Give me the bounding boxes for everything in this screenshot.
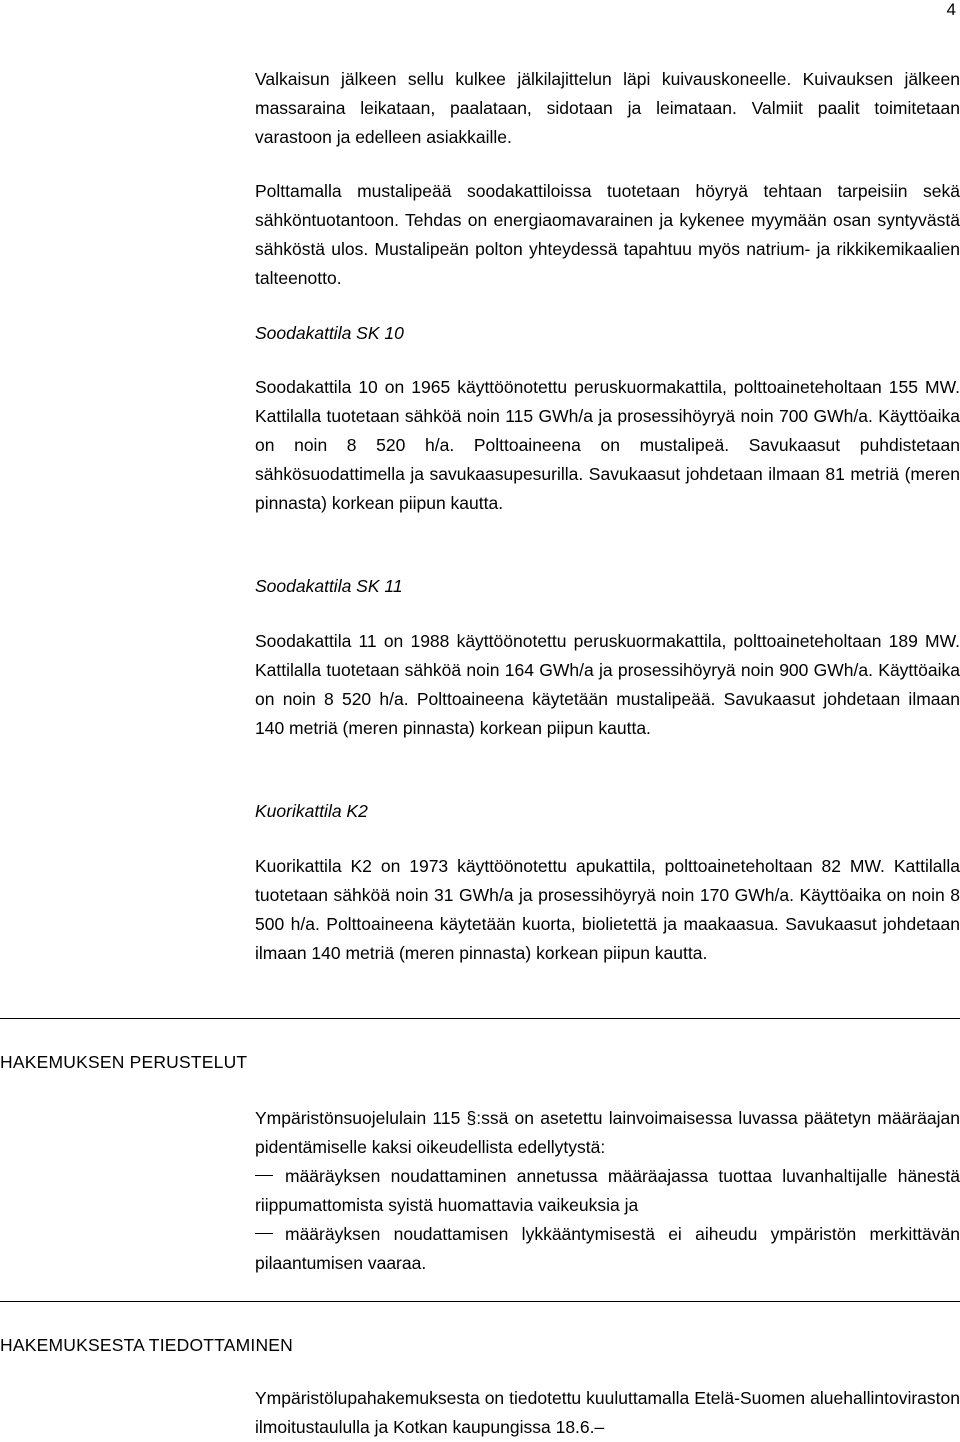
heading-sk10: Soodakattila SK 10 <box>255 323 404 343</box>
page-number: 4 <box>946 0 956 19</box>
perustelut-item-1: määräyksen noudattaminen annetussa määräajassa tuottaa luvanhaltijalle hänestä riippumattomista syistä huomattavia vaikeuksia ja <box>255 1166 960 1215</box>
heading-tiedottaminen: HAKEMUKSESTA TIEDOTTAMINEN <box>0 1335 294 1355</box>
section-divider <box>0 1018 960 1019</box>
paragraph-black-liquor: Polttamalla mustalipeää soodakattiloissa tuotetaan höyryä tehtaan tarpeisiin sekä sähköntuotantoon. Tehdas on energiaomavarainen ja kykenee myymään osan syntyvästä sähköstä ulos. Mustalipeän polton yhteydessä tapahtuu myös natrium- ja rikkikemikaalien talteenotto. <box>255 181 960 288</box>
paragraph-tiedottaminen: Ympäristölupahakemuksesta on tiedotettu kuuluttamalla Etelä-Suomen aluehallintoviraston ilmoitustaululla ja Kotkan kaupungissa 18.6.– <box>255 1388 960 1437</box>
paragraph-sk11: Soodakattila 11 on 1988 käyttöönotettu peruskuormakattila, polttoaineteholtaan 189 MW. Kattilalla tuotetaan sähköä noin 164 GWh/a ja prosessihöyryä noin 900 GWh/a. Käyttöaika on noin 8 520 h/a. Polttoaineena käytetään mustalipeää. Savukaasut johdetaan ilmaan 140 metriä (meren pinnasta) korkean piipun kautta. <box>255 631 960 738</box>
perustelut-list <box>255 1162 960 1278</box>
paragraph-drying: Valkaisun jälkeen sellu kulkee jälkilajittelun läpi kuivauskoneelle. Kuivauksen jälkeen massaraina leikataan, paalataan, sidotaan ja leimataan. Valmiit paalit toimitetaan varastoon ja edelleen asiakkaille. <box>255 69 960 147</box>
paragraph-k2: Kuorikattila K2 on 1973 käyttöönotettu apukattila, polttoaineteholtaan 82 MW. Kattilalla tuotetaan sähköä noin 31 GWh/a ja prosessihöyryä noin 170 GWh/a. Käyttöaika on noin 8 500 h/a. Polttoaineena käytetään kuorta, biolietettä ja maakaasua. Savukaasut johdetaan ilmaan 140 metriä (meren pinnasta) korkean piipun kautta. <box>255 856 960 963</box>
perustelut-item-2: määräyksen noudattamisen lykkääntymisestä ei aiheudu ympäristön merkittävän pilaantumisen vaaraa. <box>255 1224 960 1273</box>
heading-k2: Kuorikattila K2 <box>255 801 368 821</box>
dash-icon <box>255 1233 273 1234</box>
paragraph-perustelut-intro: Ympäristönsuojelulain 115 §:ssä on asetettu lainvoimaisessa luvassa päätetyn määräajan pidentämiselle kaksi oikeudellista edellytystä: <box>255 1108 960 1157</box>
section-divider <box>0 1301 960 1302</box>
heading-sk11: Soodakattila SK 11 <box>255 576 403 596</box>
paragraph-sk10: Soodakattila 10 on 1965 käyttöönotettu peruskuormakattila, polttoaineteholtaan 155 MW. Kattilalla tuotetaan sähköä noin 115 GWh/a ja prosessihöyryä noin 700 GWh/a. Käyttöaika on noin 8 520 h/a. Polttoaineena on mustalipeä. Savukaasut puhdistetaan sähkösuodattimella ja savukaasupesurilla. Savukaasut johdetaan ilmaan 81 metriä (meren pinnasta) korkean piipun kautta. <box>255 377 960 513</box>
heading-perustelut: HAKEMUKSEN PERUSTELUT <box>0 1052 248 1072</box>
dash-icon <box>255 1175 273 1176</box>
